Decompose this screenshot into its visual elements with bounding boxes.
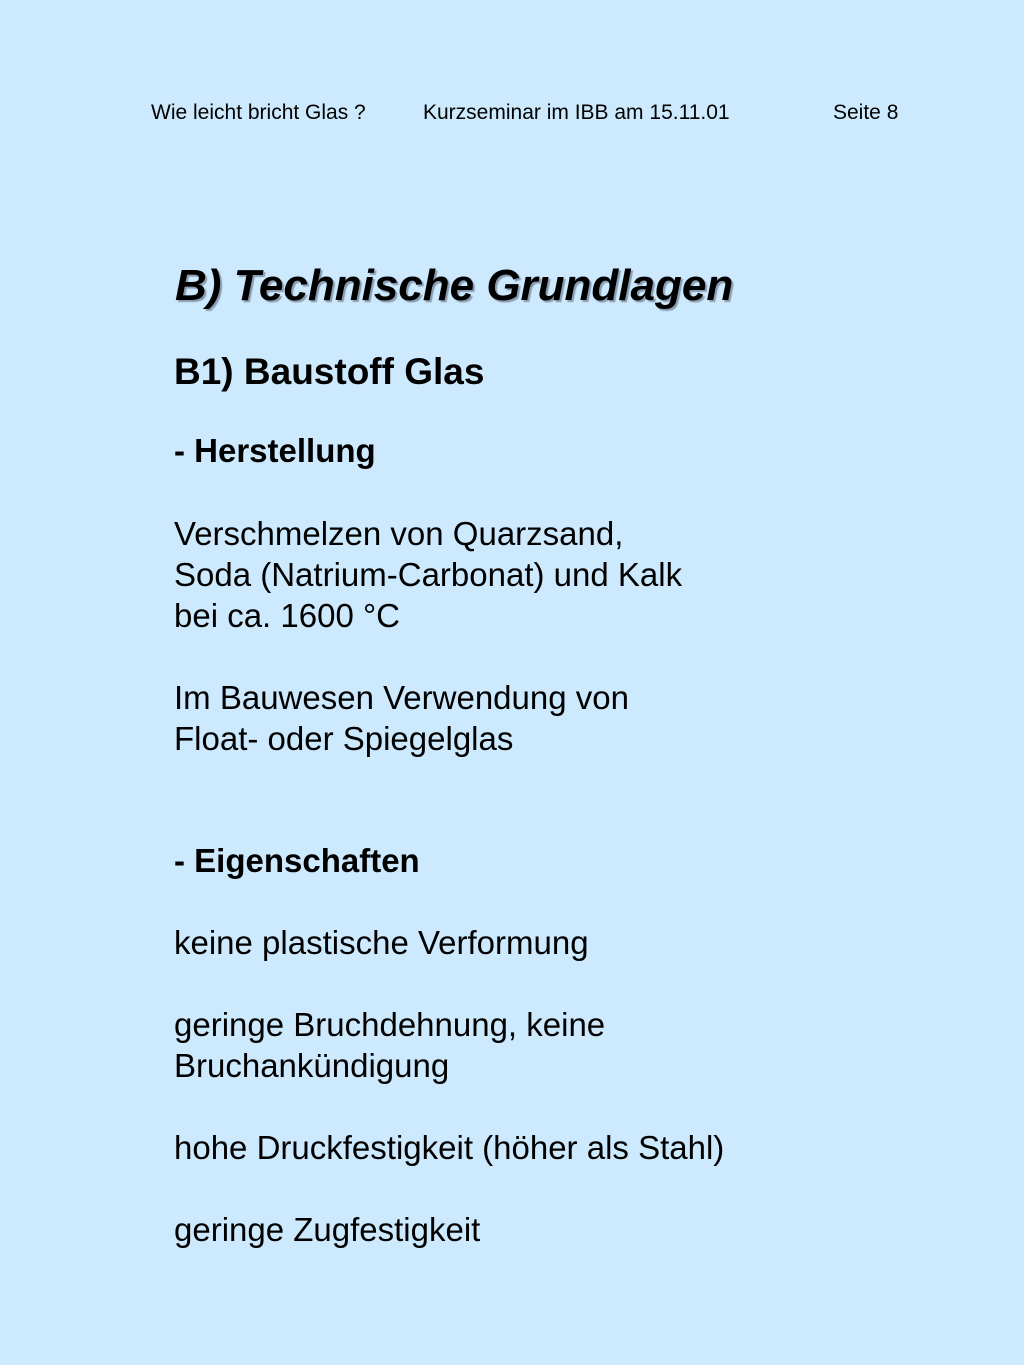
section-heading-herstellung: - Herstellung bbox=[174, 432, 376, 469]
section-heading-eigenschaften: - Eigenschaften bbox=[174, 842, 420, 879]
text-line: geringe Zugfestigkeit bbox=[174, 1211, 481, 1248]
paragraph-plastische-verformung bbox=[174, 922, 589, 963]
text-line: keine plastische Verformung bbox=[174, 924, 589, 961]
text-line: Soda (Natrium-Carbonat) und Kalk bbox=[174, 556, 683, 593]
text-line: Bruchankündigung bbox=[174, 1047, 450, 1084]
paragraph-bruchdehnung bbox=[174, 1004, 605, 1086]
text-line: hohe Druckfestigkeit (höher als Stahl) bbox=[174, 1129, 725, 1166]
paragraph-verschmelzen bbox=[174, 513, 682, 636]
text-line: Float- oder Spiegelglas bbox=[174, 720, 514, 757]
page-header bbox=[0, 99, 1024, 127]
header-seminar: Kurzseminar im IBB am 15.11.01 bbox=[423, 101, 730, 124]
text-line: Verschmelzen von Quarzsand, bbox=[174, 515, 624, 552]
paragraph-bauwesen bbox=[174, 677, 629, 759]
text-line: bei ca. 1600 °C bbox=[174, 597, 401, 634]
slide-title: B) Technische Grundlagen bbox=[175, 261, 734, 310]
subtitle: B1) Baustoff Glas bbox=[174, 351, 485, 392]
paragraph-druckfestigkeit bbox=[174, 1127, 724, 1168]
paragraph-zugfestigkeit bbox=[174, 1209, 480, 1250]
text-line: Im Bauwesen Verwendung von bbox=[174, 679, 629, 716]
header-topic: Wie leicht bricht Glas ? bbox=[151, 101, 366, 124]
header-page-number: Seite 8 bbox=[833, 101, 899, 124]
text-line: geringe Bruchdehnung, keine bbox=[174, 1006, 606, 1043]
